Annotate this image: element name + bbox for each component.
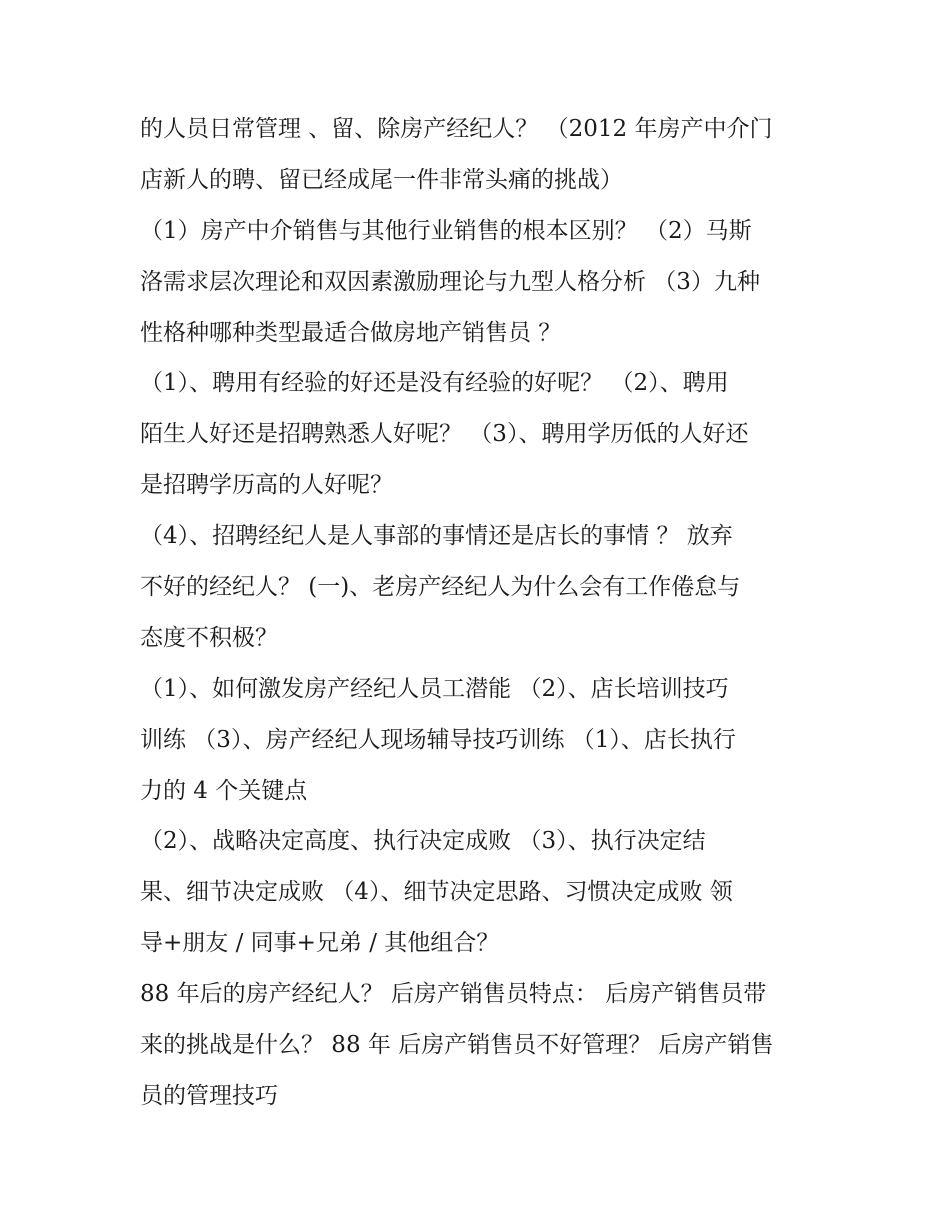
text-line: 员的管理技巧 xyxy=(140,1082,278,1109)
document-body xyxy=(140,104,820,1122)
text-line: 性格种哪种类型最适合做房地产销售员 ？ xyxy=(140,319,562,346)
text-line: 洛需求层次理论和双因素激励理论与九型人格分析 （3）九种 xyxy=(140,268,760,295)
text-line: 陌生人好还是招聘熟悉人好呢？ （3）、聘用学历低的人好还 xyxy=(140,421,749,448)
text-line: 力的 4 个关键点 xyxy=(140,777,308,804)
text-line: 来的挑战是什么？ 88 年 后房产销售员不好管理？ 后房产销售 xyxy=(140,1032,774,1059)
text-line: 训练 （3）、房产经纪人现场辅导技巧训练 （1）、店长执行 xyxy=(140,726,736,753)
text-line: 的人员日常管理 、留、除房产经纪人？ （2012 年房产中介门 xyxy=(140,116,773,142)
text-line: （1）、聘用有经验的好还是没有经验的好呢？ （2）、聘用 xyxy=(140,370,729,397)
text-line: 果、细节决定成败 （4）、细节决定思路、习惯决定成败 领 xyxy=(140,879,733,906)
text-line: 88 年后的房产经纪人？ 后房产销售员特点： 后房产销售员带 xyxy=(140,981,767,1008)
text-line: （1）、如何激发房产经纪人员工潜能 （2）、店长培训技巧 xyxy=(140,675,729,702)
text-line: （1）房产中介销售与其他行业销售的根本区别？ （2）马斯 xyxy=(140,217,752,244)
text-line: 是招聘学历高的人好呢？ xyxy=(140,472,393,499)
text-line: 不好的经纪人？ (一)、老房产经纪人为什么会有工作倦怠与 xyxy=(140,574,741,601)
text-line: 态度不积极？ xyxy=(140,624,278,651)
text-line: 导+朋友 / 同事+兄弟 / 其他组合？ xyxy=(140,930,500,957)
text-line: 店新人的聘、留已经成尾一件非常头痛的挑战） xyxy=(140,166,623,193)
text-line: （4）、招聘经纪人是人事部的事情还是店长的事情 ？ 放弃 xyxy=(140,523,733,550)
text-line: （2）、战略决定高度、执行决定成败 （3）、执行决定结 xyxy=(140,828,706,855)
